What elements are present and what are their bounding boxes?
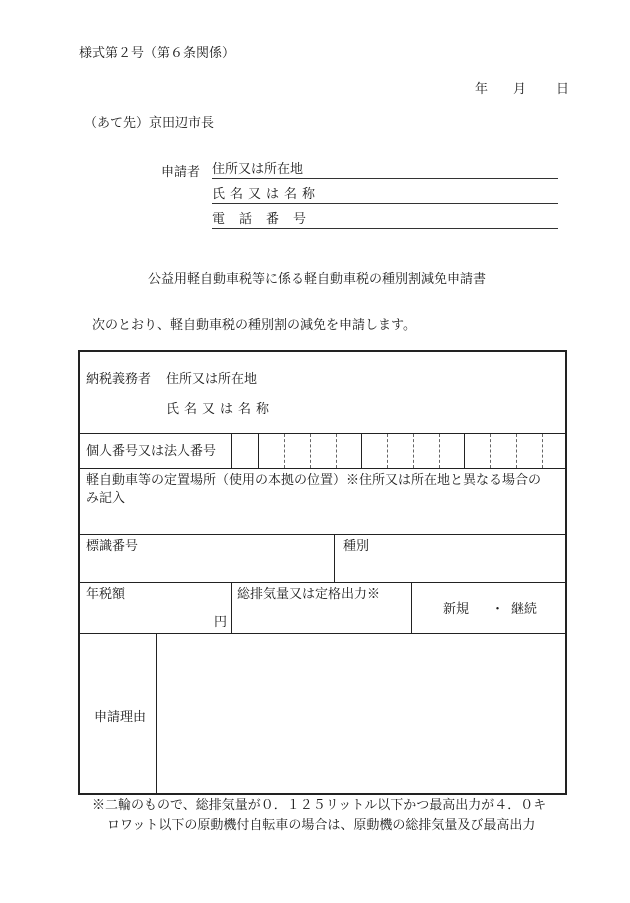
id-digit-13[interactable] — [542, 434, 565, 468]
taxpayer-address-label: 住所又は所在地 — [166, 372, 258, 387]
footnote-line-2: ロワット以下の原動機付自転車の場合は、原動機の総排気量及び最高出力 — [107, 818, 536, 833]
date-day-label: 日 — [556, 82, 570, 97]
applicant-phone-label: 電話番号 — [212, 212, 321, 227]
new-option[interactable]: 新規 — [443, 602, 470, 617]
taxpayer-row[interactable] — [80, 352, 565, 434]
reason-row — [80, 634, 565, 793]
vehicle-type-label: 種別 — [343, 539, 370, 554]
intro-text: 次のとおり、軽自動車税の種別割の減免を申請します。 — [92, 318, 416, 333]
id-digit-2[interactable] — [258, 434, 284, 468]
applicant-phone-field[interactable] — [212, 212, 558, 229]
id-digit-3[interactable] — [284, 434, 310, 468]
taxpayer-name-label: 氏名又は名称 — [166, 402, 275, 417]
taxpayer-label: 納税義務者 — [86, 372, 152, 387]
yen-unit: 円 — [213, 615, 227, 630]
reason-label-cell — [80, 634, 157, 793]
plate-number-cell[interactable] — [80, 535, 335, 582]
id-digit-6[interactable] — [361, 434, 387, 468]
date-year-label: 年 — [475, 82, 489, 97]
applicant-name-label: 氏名又は名称 — [212, 187, 321, 202]
id-digit-8[interactable] — [413, 434, 439, 468]
applicant-label: 申請者 — [161, 165, 201, 180]
applicant-name-field[interactable] — [212, 187, 558, 204]
annual-tax-label: 年税額 — [86, 587, 126, 602]
id-number-row — [80, 434, 565, 469]
new-renew-cell — [412, 583, 565, 633]
applicant-address-field[interactable] — [212, 162, 558, 179]
id-digit-5[interactable] — [336, 434, 361, 468]
id-number-label-cell — [80, 434, 232, 468]
id-digit-1[interactable] — [232, 434, 258, 468]
id-digit-7[interactable] — [387, 434, 413, 468]
tax-row — [80, 583, 565, 634]
addressee: （あて先）京田辺市長 — [84, 116, 215, 131]
plate-number-label: 標識番号 — [86, 539, 139, 554]
displacement-label: 総排気量又は定格出力※ — [237, 587, 381, 602]
footnote-line-1: ※二輪のもので、総排気量が０．１２５リットル以下かつ最高出力が４．０キ — [92, 798, 547, 813]
reason-label: 申請理由 — [94, 710, 147, 725]
annual-tax-cell[interactable] — [80, 583, 232, 633]
id-digit-11[interactable] — [490, 434, 516, 468]
applicant-address-label: 住所又は所在地 — [212, 162, 304, 177]
id-digit-10[interactable] — [464, 434, 490, 468]
document-title: 公益用軽自動車税等に係る軽自動車税の種別割減免申請書 — [148, 272, 487, 287]
separator-dot: ・ — [491, 602, 505, 617]
plate-row — [80, 535, 565, 583]
storage-location-row[interactable] — [80, 469, 565, 535]
renew-option[interactable]: 継続 — [511, 602, 538, 617]
form-number: 様式第２号（第６条関係） — [79, 46, 236, 61]
vehicle-type-cell[interactable] — [335, 535, 565, 582]
application-form-table — [78, 350, 567, 795]
displacement-cell[interactable] — [232, 583, 412, 633]
storage-location-label: 軽自動車等の定置場所（使用の本拠の位置）※住所又は所在地と異なる場合の — [86, 473, 542, 488]
id-number-label: 個人番号又は法人番号 — [86, 444, 217, 459]
storage-location-label-cont: み記入 — [86, 491, 126, 506]
id-digit-9[interactable] — [439, 434, 464, 468]
id-digit-4[interactable] — [310, 434, 336, 468]
id-digit-12[interactable] — [516, 434, 542, 468]
date-month-label: 月 — [513, 82, 527, 97]
reason-input-area[interactable] — [157, 634, 565, 793]
